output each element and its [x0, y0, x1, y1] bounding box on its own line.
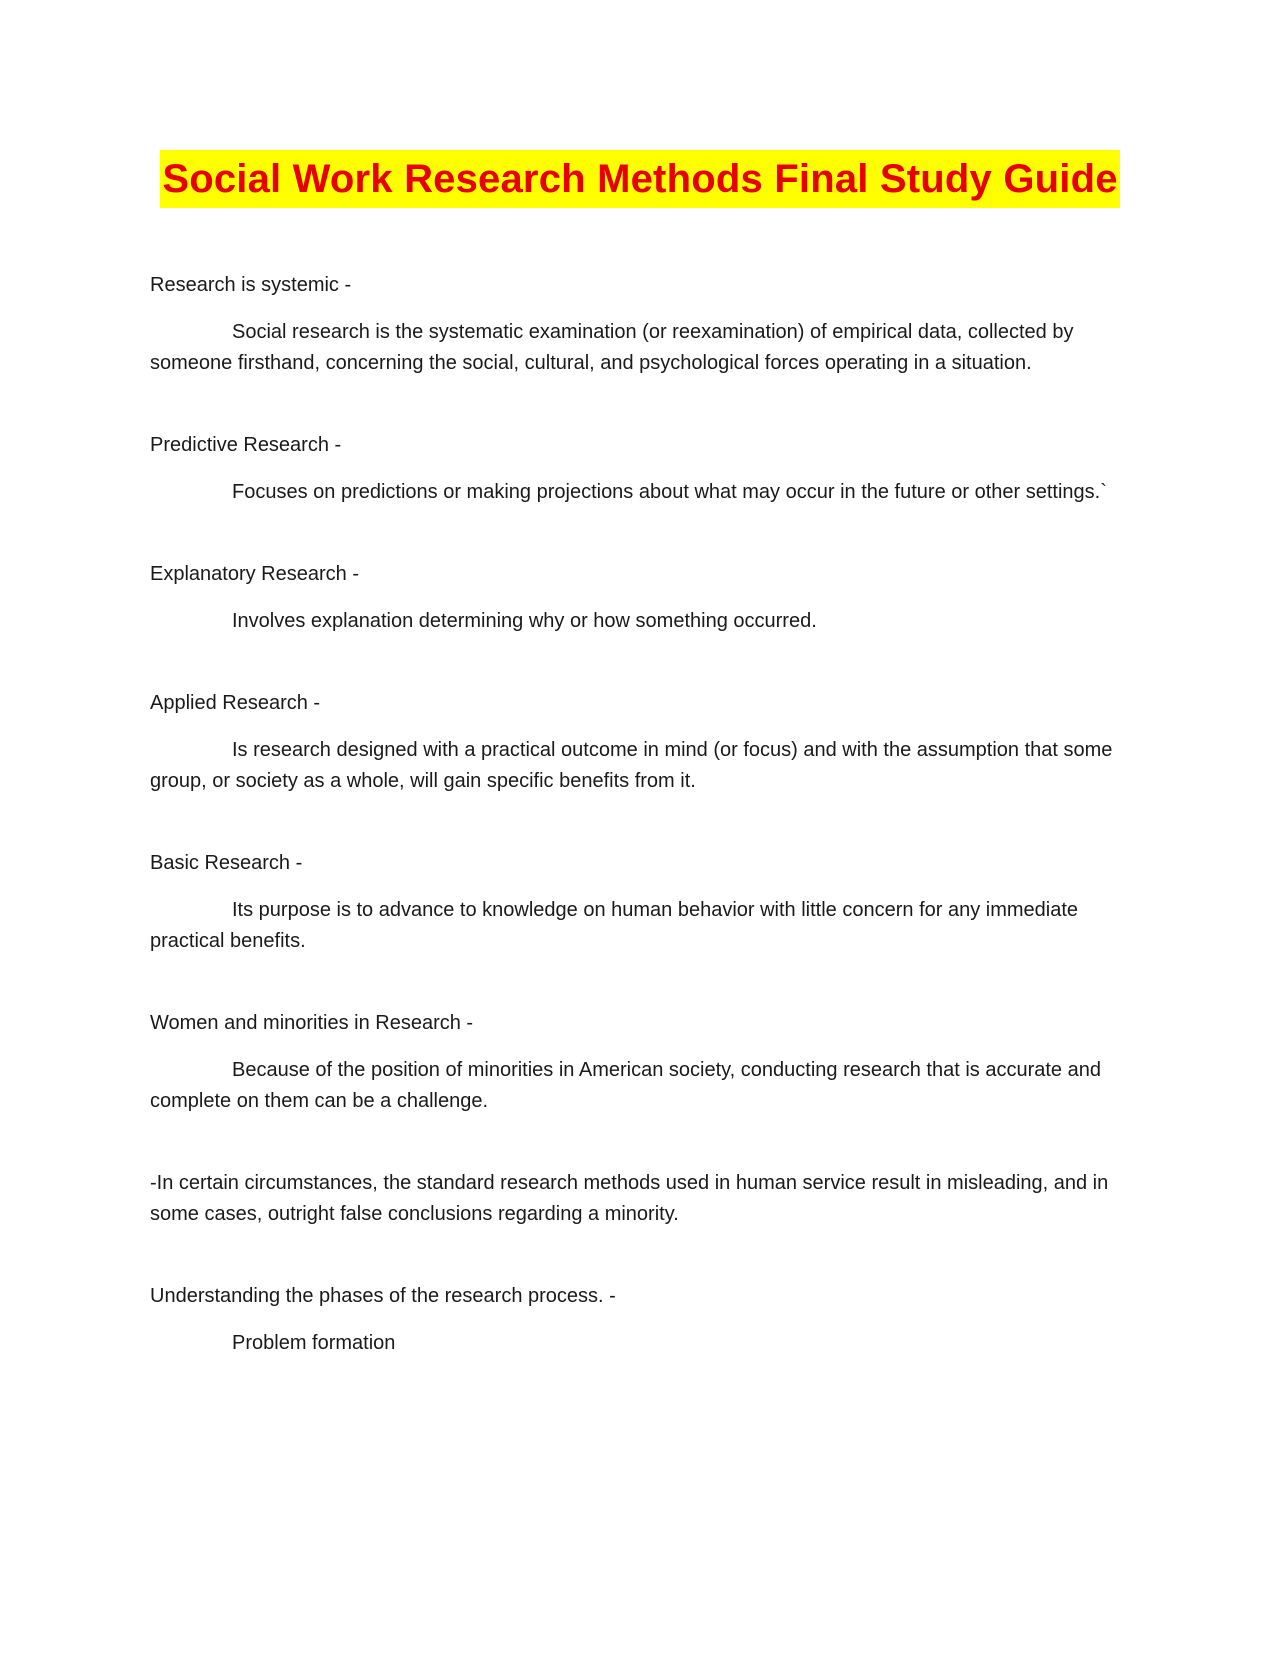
section-minorities-note — [150, 1168, 1130, 1230]
section-research-phases — [150, 1281, 1130, 1359]
title-block — [0, 150, 1280, 208]
section-body: Because of the position of minorities in American society, conducting research that is accurate and complete on them can be a challenge. — [150, 1059, 1101, 1112]
section-heading: Predictive Research - — [150, 434, 342, 456]
section-explanatory-research — [150, 559, 1130, 637]
section-heading: Research is systemic - — [150, 274, 352, 296]
section-body: Is research designed with a practical outcome in mind (or focus) and with the assumption that some group, or society as a whole, will gain specific benefits from it. — [150, 739, 1113, 792]
document-title: Social Work Research Methods Final Study Guide — [160, 150, 1119, 208]
section-research-systemic — [150, 270, 1130, 379]
document-body — [150, 270, 1130, 1410]
section-applied-research — [150, 688, 1130, 797]
section-body: Involves explanation determining why or how something occurred. — [232, 610, 817, 632]
section-heading: Women and minorities in Research - — [150, 1012, 474, 1034]
section-basic-research — [150, 848, 1130, 957]
section-body: Social research is the systematic examination (or reexamination) of empirical data, collected by someone firsthand, concerning the social, cultural, and psychological forces operating in a situation. — [150, 321, 1074, 374]
section-women-minorities — [150, 1008, 1130, 1117]
section-body: Focuses on predictions or making projections about what may occur in the future or other settings.` — [232, 481, 1107, 503]
section-heading: Understanding the phases of the research process. - — [150, 1285, 616, 1307]
section-heading: Basic Research - — [150, 852, 303, 874]
section-heading: Explanatory Research - — [150, 563, 359, 585]
section-predictive-research — [150, 430, 1130, 508]
section-body: -In certain circumstances, the standard research methods used in human service result in misleading, and in some cases, outright false conclusions regarding a minority. — [150, 1172, 1109, 1225]
section-body: Problem formation — [232, 1332, 396, 1354]
section-heading: Applied Research - — [150, 692, 321, 714]
section-body: Its purpose is to advance to knowledge on human behavior with little concern for any immediate practical benefits. — [150, 899, 1079, 952]
